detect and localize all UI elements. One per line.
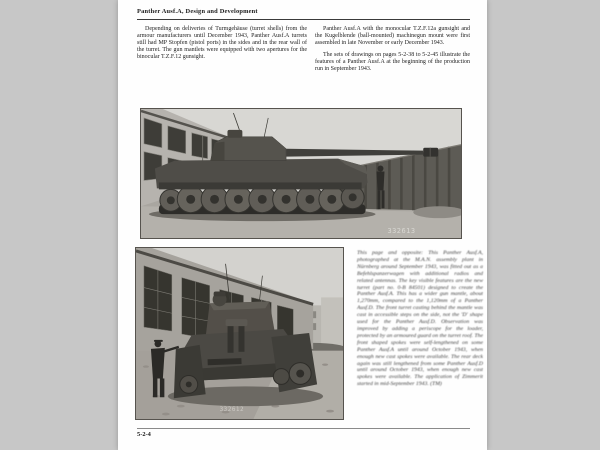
body-text-columns xyxy=(137,26,470,79)
book-page xyxy=(118,0,487,450)
footer-rule xyxy=(137,428,470,429)
photo2-ref-number: 332612 xyxy=(219,406,245,414)
right-column xyxy=(315,26,470,79)
page-number: 5-2-4 xyxy=(137,431,151,438)
panther-side-view-illustration xyxy=(141,109,461,238)
photo-caption: This page and opposite: This Panther Ausf.A, photographed at the M.A.N. assembly plant in Nürnberg around September 1943, was fitted out as a Befehlspanzerwagen with additional radios and related antennas. The key visible features are the new turret (part no. 0-B 84501) designed to create the Panther Ausf.A. This has a wider gun mantle, about 1,270mm, compared to the 1,120mm of a Panther Ausf.D. The front turret casting behind the mantle was cast in accessible steps on the side, not the 'D' shape used for the Panther Ausf.D. Observation was improved by adding a periscope for the loader, protected by an armoured guard on the turret roof. The front shaped spokes were self-lengthened on some Panther Ausf.A until around October 1943, when enough new cast spokes were available. The rear deck again was still lengthened from some Panther Ausf.D until around October 1943, when enough new cast spokes were available. The application of Zimmerit started in mid-September 1943. (TM) xyxy=(357,250,483,388)
photo-panther-rear-view xyxy=(135,247,344,420)
photo1-ref-number: 332613 xyxy=(387,227,416,236)
panther-rear-view-illustration xyxy=(136,248,343,419)
page-header-title: Panther Ausf.A, Design and Development xyxy=(137,8,258,15)
left-column xyxy=(137,26,307,79)
left-column-paragraph: Depending on deliveries of Turmgehäuse (turret shells) from the armour manufacturers until December 1943, Panther Ausf.A turrets still had MP Stopfen (pistol ports) in the sides and in the rear wall of the turret. The gun mantlets were equipped with two apertures for the binocular T.Z.F.12 gunsight. xyxy=(137,26,307,61)
photo-panther-side-view xyxy=(140,108,462,239)
header-rule xyxy=(137,19,470,20)
right-column-paragraph-1: Panther Ausf.A with the monocular T.Z.F.12a gunsight and the Kugelblende (ball-mounted) machinegun mount were first assembled in late November or early December 1943. xyxy=(315,26,470,47)
right-column-paragraph-2: The sets of drawings on pages 5-2-38 to 5-2-45 illustrate the features of a Panther Ausf.A at the beginning of the production run in September 1943. xyxy=(315,52,470,73)
man-figure xyxy=(377,166,385,210)
